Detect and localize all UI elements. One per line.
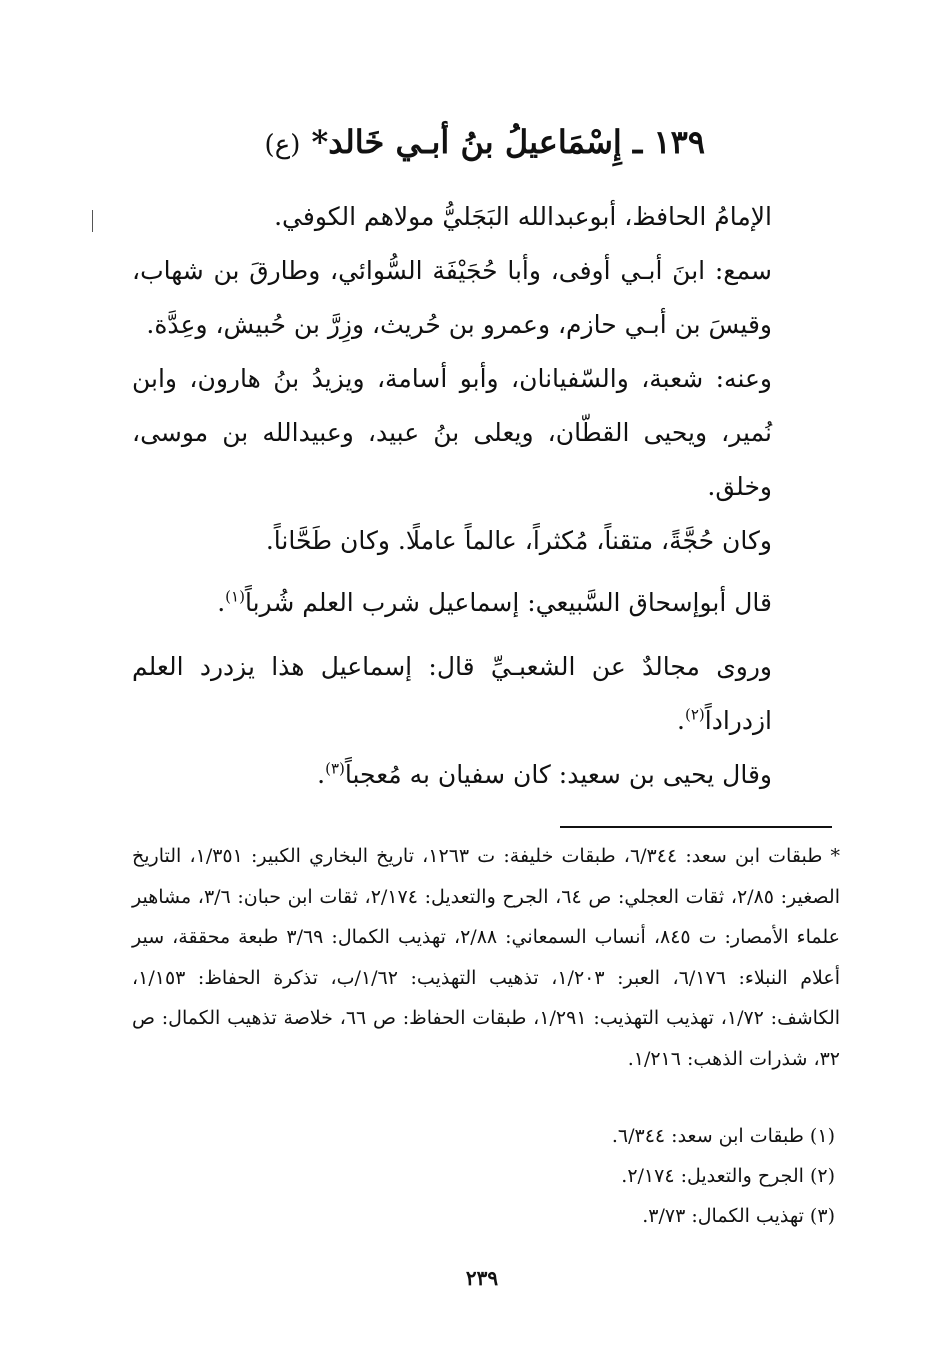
paragraph-text: وكان حُجَّةً، متقناً، مُكثراً، عالماً عاملًا. وكان طَحَّاناً.	[265, 526, 772, 555]
quote-end: .	[677, 706, 685, 735]
quote-end: .	[317, 760, 326, 789]
paragraph-text: الإمامُ الحافظ، أبوعبدالله البَجَليُّ مولاهم الكوفي.	[274, 202, 772, 231]
footnote-3: (٣) تهذيب الكمال: ٣/٧٣.	[642, 1205, 835, 1227]
paragraph-quote-2	[132, 640, 832, 748]
footnote-ref: (٢)	[684, 705, 705, 724]
paragraph-text	[132, 748, 832, 802]
entry-tag: (ع)	[264, 130, 301, 160]
quote-end: .	[217, 588, 226, 617]
paragraph-teachers	[132, 244, 832, 352]
footnote-1: (١) طبقات ابن سعد: ٦/٣٤٤.	[611, 1125, 835, 1147]
page-number: ٢٣٩	[465, 1266, 499, 1290]
paragraph-intro	[132, 190, 832, 244]
footnote-ref: (٣)	[325, 759, 345, 778]
paragraph-text	[132, 576, 832, 630]
entry-heading	[205, 118, 705, 169]
footnote-divider	[560, 826, 832, 828]
source-note-text: * طبقات ابن سعد: ٦/٣٤٤، طبقات خليفة: ت ١٢٦٣، تاريخ البخاري الكبير: ١/٣٥١، التاريخ الصغير: ٢/٨٥، ثقات العجلي: ص ٦٤، الجرح والتعديل: ٢/١٧٤، ثقات ابن حبان: ٣/٦، مشاهير علماء الأمصار: ت ٨٤٥، أنساب السمعاني: ٢/٨٨، تهذيب الكمال: ٣/٦٩ طبعة محققة، سير أعلام النبلاء: ٦/١٧٦، العبر: ١/٢٠٣، تذهيب التهذيب: ١/٦٢/ب، تذكرة الحفاظ: ١/١٥٣، الكاشف: ١/٧٢، تهذيب التهذيب: ١/٢٩١، طبقات الحفاظ: ص ٦٦، خلاصة تذهيب الكمال: ص ٣٢، شذرات الذهب: ١/٢١٦.	[132, 845, 841, 1070]
quote-text: وقال يحيى بن سعيد: كان سفيان به مُعجباً	[344, 760, 772, 789]
entry-title: ١٣٩ ـ إِسْمَاعيلُ بنُ أبـي خَالد*	[311, 123, 705, 161]
footnote-ref: (١)	[225, 587, 245, 606]
paragraph-students	[132, 352, 832, 514]
paragraph-quote-1	[132, 576, 832, 630]
footnote-2: (٢) الجرح والتعديل: ٢/١٧٤.	[621, 1165, 835, 1187]
paragraph-text	[132, 640, 832, 748]
margin-mark	[92, 210, 93, 232]
paragraph-text: سمع: ابنَ أبـي أوفى، وأبا حُجَيْفَة السُّوائي، وطارقَ بن شهاب، وقيسَ بن أبـي حازم، وعمرو بن حُريث، وزِرَّ بن حُبيش، وعِدَّة.	[132, 256, 772, 339]
paragraph-praise	[132, 514, 832, 568]
paragraph-quote-3	[132, 748, 832, 802]
quote-text: وروى مجالدٌ عن الشعبـيِّ قال: إسماعيل هذا يزدرد العلم ازدراداً	[132, 652, 772, 735]
source-note	[132, 836, 840, 1079]
paragraph-text: وعنه: شعبة، والسّفيانان، وأبو أسامة، ويزيدُ بنُ هارون، وابن نُمير، ويحيى القطّان، ويعلى بنُ عبيد، وعبيدالله بن موسى، وخلق.	[132, 364, 772, 501]
quote-text: قال أبوإسحاق السَّبيعي: إسماعيل شرب العلم شُرباً	[244, 588, 772, 617]
